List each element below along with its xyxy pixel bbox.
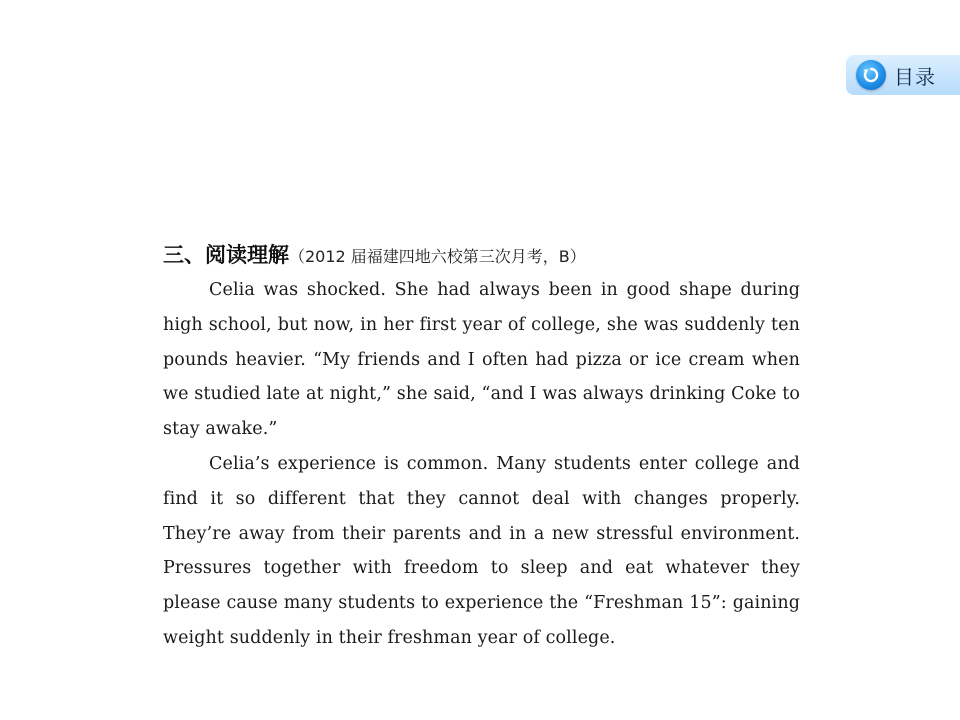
section-source: （2012 届福建四地六校第三次月考，B） (289, 247, 586, 266)
passage-paragraph-2: Celia’s experience is common. Many students enter college and find it so different that they cannot deal with changes properly. They’re away from their parents and in a new stressful environment. Pressures together with freedom to sleep and eat whatever they please cause many students to experience the “Freshman 15”: gaining weight suddenly in their freshman year of college. (163, 453, 800, 648)
section-heading (163, 238, 800, 273)
toc-button[interactable] (846, 55, 960, 95)
section-title: 三、阅读理解 (163, 243, 289, 267)
toc-label: 目录 (894, 64, 936, 89)
reading-section (163, 238, 800, 656)
refresh-icon (856, 60, 886, 90)
passage-paragraph-1: Celia was shocked. She had always been in good shape during high school, but now, in her first year of college, she was suddenly ten pounds heavier. “My friends and I often had pizza or ice cream when we studied late at night,” she said, “and I was always drinking Coke to stay awake.” (163, 280, 800, 440)
